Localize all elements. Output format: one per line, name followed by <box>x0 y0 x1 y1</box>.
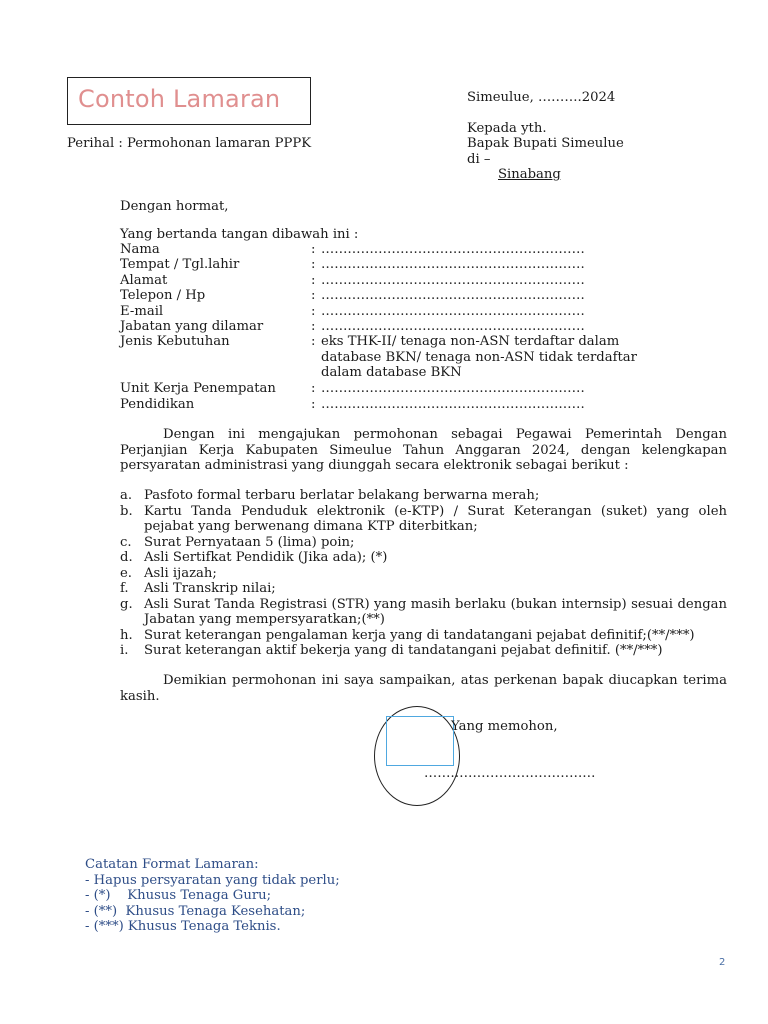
list-item: e. Asli ijazah; <box>120 565 217 581</box>
note-item: - (**) Khusus Tenaga Kesehatan; <box>85 904 306 919</box>
list-item: h. Surat keterangan pengalaman kerja yang di tandatangani pejabat definitif;(**/***) <box>120 627 695 643</box>
intro-line: Yang bertanda tangan dibawah ini : <box>120 227 359 242</box>
note-item: - (*) Khusus Tenaga Guru; <box>85 888 272 903</box>
sample-label: Contoh Lamaran <box>78 85 281 113</box>
field-value-alamat: …………………………………………………… <box>321 273 585 288</box>
list-item: a. Pasfoto formal terbaru berlatar belakang berwarna merah; <box>120 488 540 503</box>
field-label-alamat: Alamat <box>120 273 168 288</box>
field-value-tempat-tgl-lahir: …………………………………………………… <box>321 257 585 272</box>
field-value-nama: …………………………………………………… <box>321 242 585 257</box>
field-colon: : <box>311 381 316 396</box>
note-item: - Hapus persyaratan yang tidak perlu; <box>85 873 340 888</box>
recipient-city: Sinabang <box>498 167 561 182</box>
field-value-email: …………………………………………………… <box>321 304 585 319</box>
closing-block <box>120 673 727 704</box>
field-label-nama: Nama <box>120 242 160 257</box>
list-item: g. Asli Surat Tanda Registrasi (STR) yang masih berlaku (bukan internsip) sesuai dengan Jabatan yang mempersyaratkan;(**) <box>120 596 727 627</box>
list-item: c. Surat Pernyataan 5 (lima) poin; <box>120 534 355 550</box>
subject-line: Perihal : Permohonan lamaran PPPK <box>67 136 312 151</box>
field-label-pendidikan: Pendidikan <box>120 397 195 412</box>
signature-line: ………………………………… <box>424 766 596 781</box>
field-label-jenis-kebutuhan: Jenis Kebutuhan <box>120 334 230 349</box>
field-value-jabatan: …………………………………………………… <box>321 319 585 334</box>
list-item: b. Kartu Tanda Penduduk elektronik (e-KTP) / Surat Keterangan (suket) yang oleh pejabat yang berwenang dimana KTP diterbitkan; <box>120 503 727 534</box>
photo-placeholder <box>386 716 454 766</box>
needs-line-2: database BKN/ tenaga non-ASN tidak terdaftar <box>321 350 637 365</box>
field-label-jabatan: Jabatan yang dilamar <box>120 319 264 334</box>
field-colon: : <box>311 288 316 303</box>
field-colon: : <box>311 304 316 319</box>
greeting: Dengan hormat, <box>120 199 229 214</box>
notes-title: Catatan Format Lamaran: <box>85 857 259 872</box>
list-item: f. Asli Transkrip nilai; <box>120 581 276 596</box>
recipient-line-2: Bapak Bupati Simeulue <box>467 136 624 151</box>
field-colon: : <box>311 242 316 257</box>
signature-label: Yang memohon, <box>451 719 558 734</box>
recipient-line-3: di – <box>467 152 491 167</box>
body-paragraph-block <box>120 427 727 474</box>
needs-line-1: eks THK-II/ tenaga non-ASN terdaftar dalam <box>321 334 620 349</box>
closing-paragraph: Demikian permohonan ini saya sampaikan, atas perkenan bapak diucapkan terima kasih. <box>120 673 727 704</box>
field-colon: : <box>311 334 316 349</box>
field-label-telepon: Telepon / Hp <box>120 288 206 303</box>
list-item: d. Asli Sertifkat Pendidik (Jika ada); (*) <box>120 550 388 565</box>
needs-line-3: dalam database BKN <box>321 365 462 380</box>
field-label-unit-kerja: Unit Kerja Penempatan <box>120 381 276 396</box>
recipient-line-1: Kepada yth. <box>467 121 547 136</box>
field-value-telepon: …………………………………………………… <box>321 288 585 303</box>
field-colon: : <box>311 319 316 334</box>
field-label-tempat-tgl-lahir: Tempat / Tgl.lahir <box>120 257 240 272</box>
field-colon: : <box>311 397 316 412</box>
note-item: - (***) Khusus Tenaga Teknis. <box>85 919 281 934</box>
list-item: i. Surat keterangan aktif bekerja yang di tandatangani pejabat definitif. (**/***) <box>120 643 663 658</box>
body-paragraph: Dengan ini mengajukan permohonan sebagai Pegawai Pemerintah Dengan Perjanjian Kerja Kabupaten Simeulue Tahun Anggaran 2024, dengan kelengkapan persyaratan administrasi yang diunggah secara elektronik sebagai berikut : <box>120 427 727 473</box>
field-colon: : <box>311 257 316 272</box>
field-label-email: E-mail <box>120 304 164 319</box>
field-colon: : <box>311 273 316 288</box>
field-value-pendidikan: …………………………………………………… <box>321 397 585 412</box>
requirements-list <box>120 488 727 659</box>
field-value-unit-kerja: …………………………………………………… <box>321 381 585 396</box>
place-date: Simeulue, ……….2024 <box>467 90 616 105</box>
page-number: 2 <box>719 957 726 968</box>
